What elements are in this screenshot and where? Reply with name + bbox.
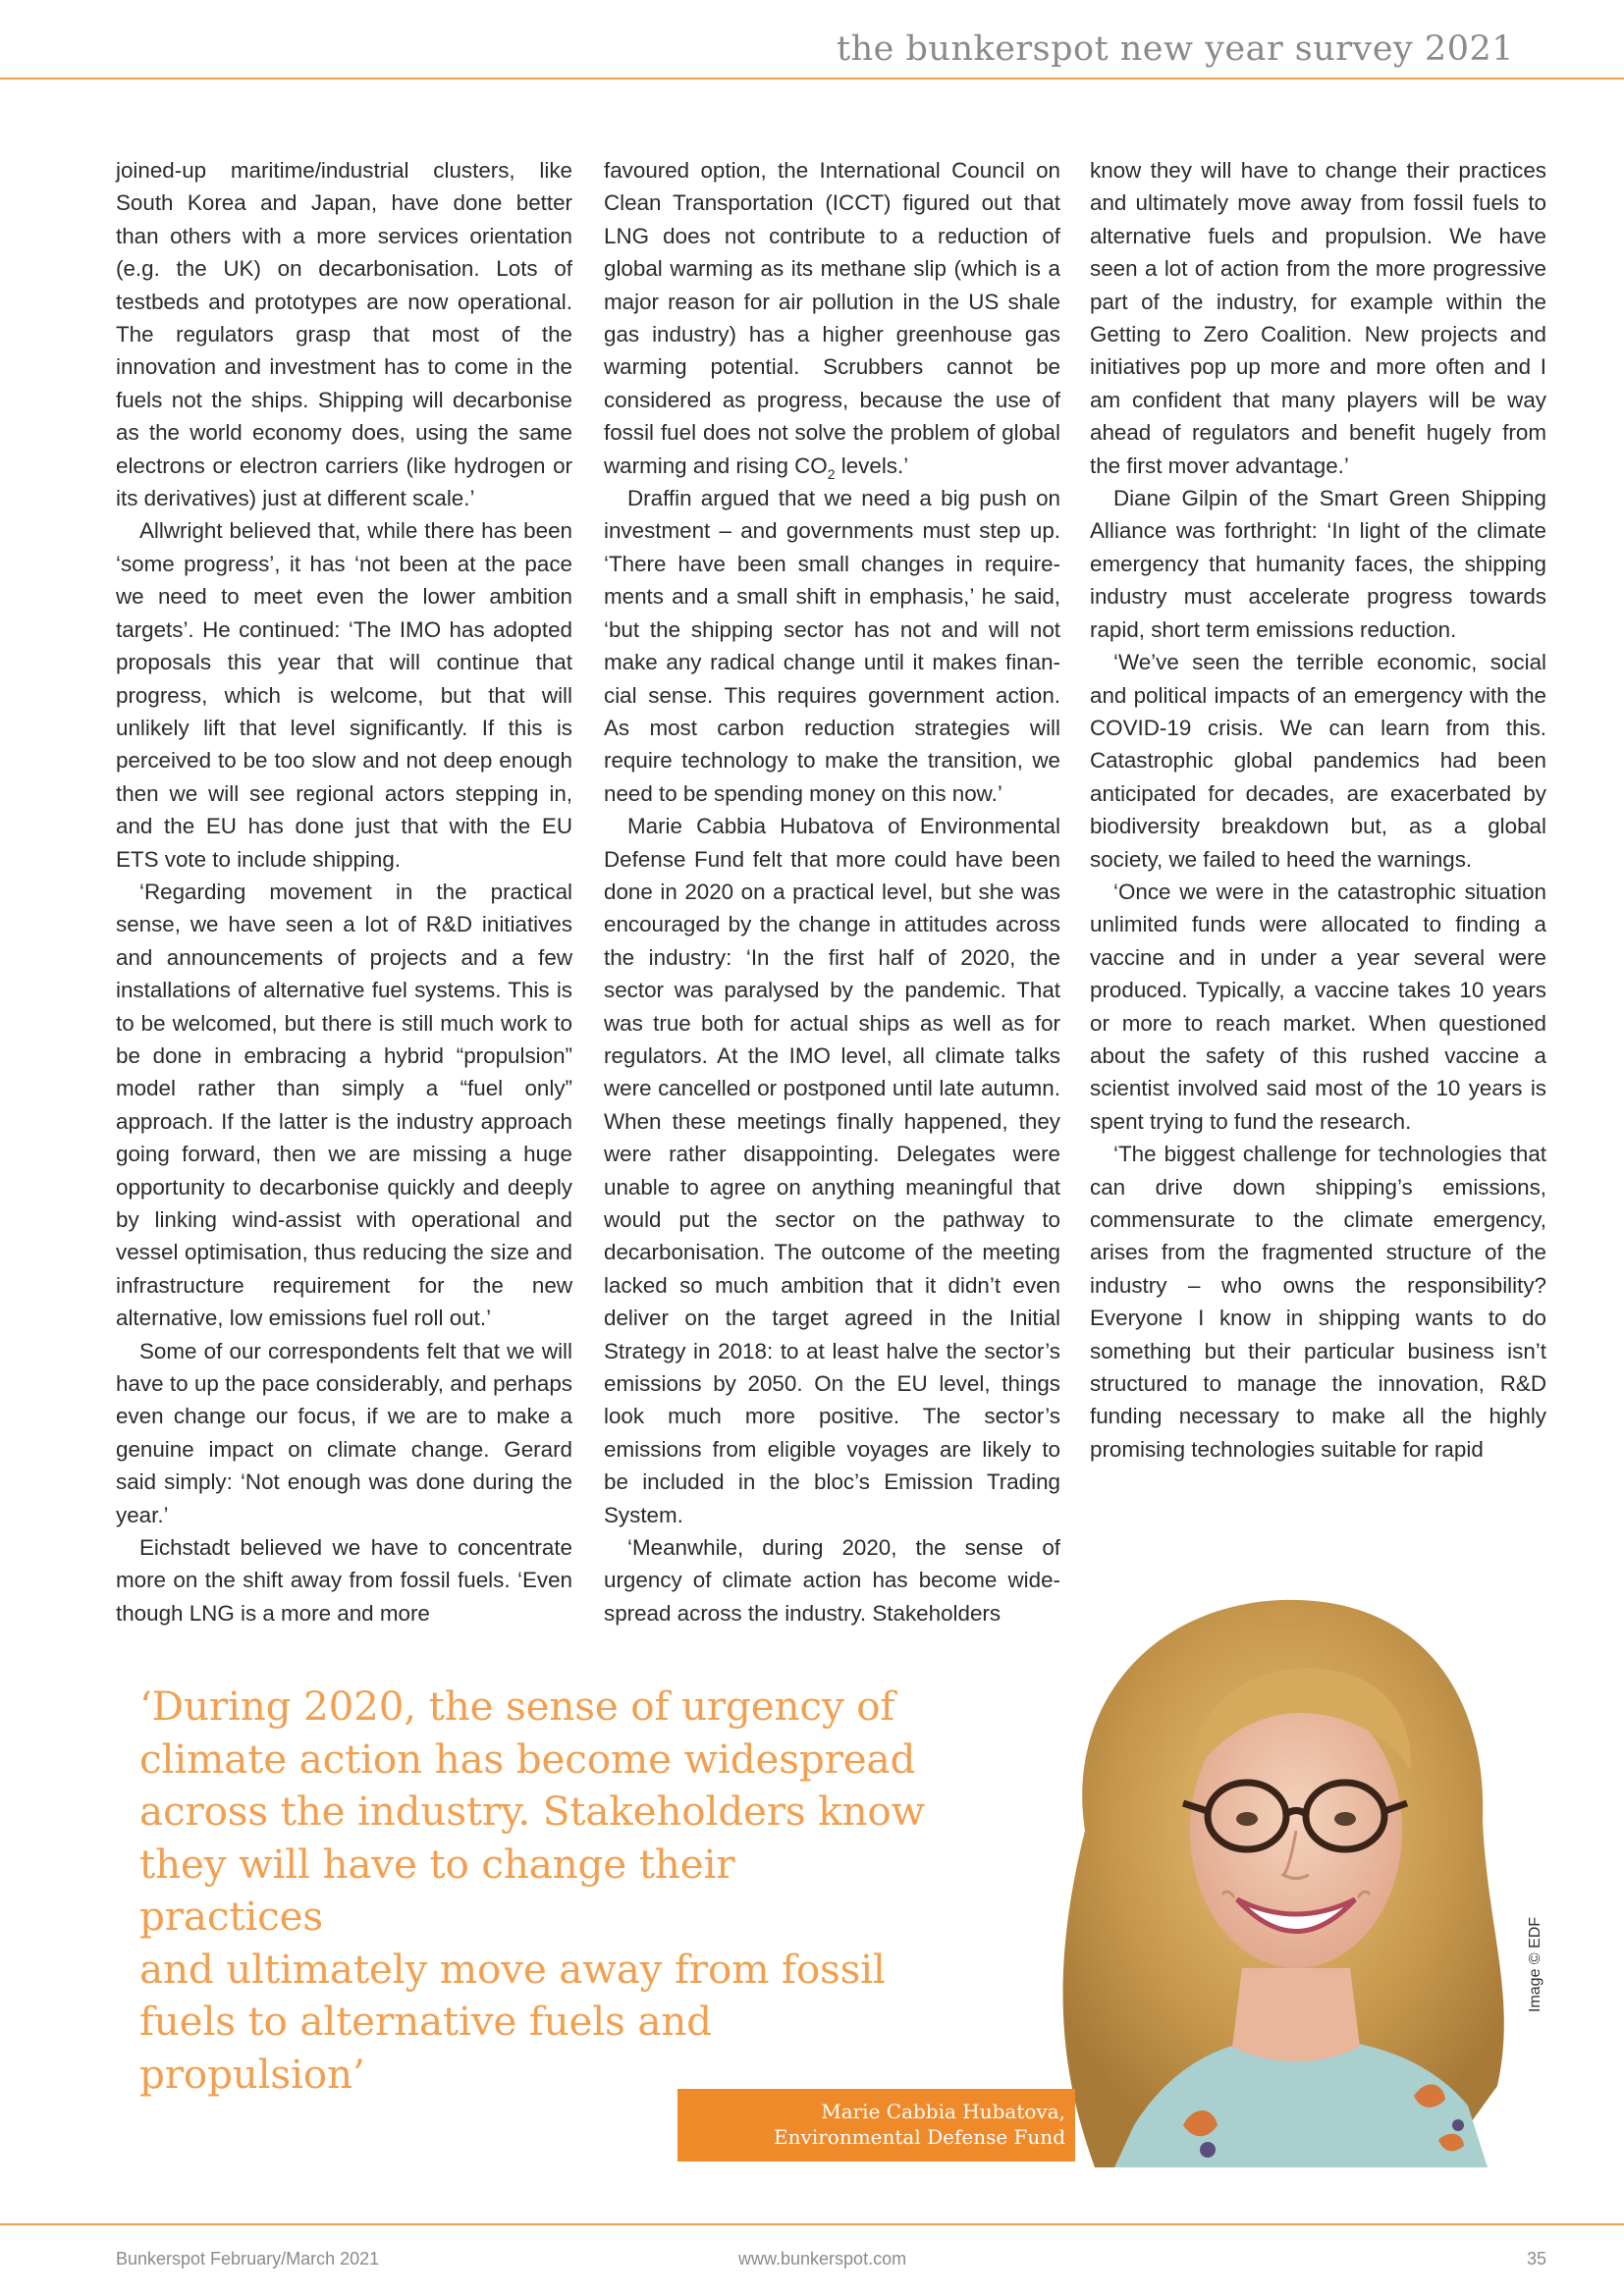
pull-quote-line: fuels to alternative fuels and propulsion’ <box>139 1998 712 2098</box>
photo-credit: Image © EDF <box>1527 1916 1543 2012</box>
article-paragraph: Marie Cabbia Hubatova of Environmental Defense Fund felt that more could have been done in 2020 on a practical level, but she was encouraged by the change in attitudes across the industry: ‘In the first half of 2020, the sector was paralysed by the pandemic. That was true both for actual ships as well as for regulators. At the IMO level, all climate talks were cancelled or postponed until late autumn. When these meetings finally happened, they were rather disappointing. Delegates were unable to agree on anything meaningful that would put the sector on the pathway to decarbonisation. The outcome of the meeting lacked so much ambition that it didn’t even deliver on the target agreed in the Initial Strategy in 2018: to at least halve the sector’s emissions by 2050. On the EU level, things look much more positive. The sector’s emissions from eligible voyages are likely to be included in the bloc’s Emission Trading System. <box>604 814 1060 1527</box>
article-paragraph: favoured option, the International Council on Clean Transportation (ICCT) figured out that LNG does not contribute to a reduction of global warming as its methane slip (which is a major reason for air pollution in the US shale gas industry) has a higher greenhouse gas warming potential. Scrubbers cannot be considered as progress, because the use of fossil fuel does not solve the problem of global warming and rising $CO_2$ levels.’ <box>604 158 1060 482</box>
article-paragraph: ‘We’ve seen the terrible economic, social and political impacts of an emergency with the COVID-19 crisis. We can learn from this. Catastrophic global pandemics had been anticipated for decades, are exacerbated by biodiversity breakdown but, as a global society, we failed to heed the warnings. <box>1090 650 1546 872</box>
article-paragraph: ‘Regarding movement in the practical sense, we have seen a lot of R&D initiatives and announcements of projects and a few installations of alternative fuel systems. This is to be welcomed, but there is still much work to be done in embracing a hybrid “propulsion” model rather than simply a “fuel only” approach. If the latter is the industry approach going forward, then we are missing a huge opportunity to decarbonise quickly and deeply by linking wind-assist with operational and vessel optimisation, thus reducing the size and infrastructure requirement for the new alternative, low emissions fuel roll out.’ <box>116 879 572 1331</box>
article-column-1 <box>116 154 572 1629</box>
article-paragraph: ‘Once we were in the catastrophic situation unlimited funds were allocated to finding a vaccine and in under a year several were produced. Typically, a vaccine takes 10 years or more to reach market. When questioned about the safety of this rushed vaccine a scientist involved said most of the 10 years is spent trying to fund the research. <box>1090 879 1546 1134</box>
footer-publication: Bunkerspot February/March 2021 <box>116 2249 380 2269</box>
pull-quote-line: and ultimately move away from fossil <box>139 1945 886 1993</box>
pull-quote-line: across the industry. Stakeholders know <box>139 1788 926 1835</box>
caption-organisation: Environmental Defense Fund <box>774 2125 1065 2149</box>
article-paragraph: Allwright believed that, while there has been ‘some progress’, it has ‘not been at the pace we need to meet even the lower ambition targets’. He continued: ‘The IMO has adopted proposals this year that will continue that progress, which is welcome, but that will unlikely lift that level significantly. If this is perceived to be too slow and not deep enough then we will see regional actors stepping in, and the EU has done just that with the EU ETS vote to include shipping. <box>116 518 572 872</box>
pull-quote-line: ‘During 2020, the sense of urgency of <box>139 1682 895 1730</box>
footer-divider <box>0 2223 1624 2225</box>
article-column-3 <box>1090 154 1546 1466</box>
article-paragraph: Diane Gilpin of the Smart Green Shipping Alliance was forthright: ‘In light of the climate emergency that humanity faces, the shipping industry must accelerate progress towards rapid, short term emissions reduction. <box>1090 486 1546 642</box>
header-divider <box>0 78 1624 80</box>
pull-quote <box>139 1681 925 2101</box>
portrait-photo <box>1026 1575 1549 2167</box>
article-paragraph: ‘The biggest challenge for technologies that can drive down shipping’s emissions, commensurate to the climate emergency, arises from the fragmented structure of the industry – who owns the responsibility? Everyone I know in shipping wants to do something but their particular business isn’t structured to manage the innovation, R&D funding necessary to make all the highly promising technologies suitable for rapid <box>1090 1142 1546 1462</box>
running-header: the bunkerspot new year survey 2021 <box>837 29 1514 69</box>
article-paragraph: Draffin argued that we need a big push on investment – and governments must step up. ‘There have been small changes in requirements and a small shift in emphasis,’ he said, ‘but the shipping sector has not and will not make any radical change until it makes financial sense. This requires government action. As most carbon reduction strategies will require technology to make the transition, we need to be spending money on this now.’ <box>604 486 1060 806</box>
article-paragraph: Some of our correspondents felt that we will have to up the pace considerably, and perhaps even change our focus, if we are to make a genuine impact on climate change. Gerard said simply: ‘Not enough was done during the year.’ <box>116 1338 572 1527</box>
article-paragraph: Eichstadt believed we have to concentrate more on the shift away from fossil fuels. ‘Even though LNG is a more and more <box>116 1535 572 1626</box>
article-paragraph: ‘Meanwhile, during 2020, the sense of urgency of climate action has become widespread across the industry. Stakeholders <box>604 1535 1060 1626</box>
footer-website-link[interactable]: www.bunkerspot.com <box>738 2249 907 2269</box>
photo-caption <box>677 2089 1075 2162</box>
article-paragraph: know they will have to change their practices and ultimately move away from fossil fuels to alternative fuels and propulsion. We have seen a lot of action from the more progressive part of the industry, for example within the Getting to Zero Coalition. New projects and initiatives pop up more and more often and I am confident that many players will be way ahead of regulators and benefit hugely from the first mover advantage.’ <box>1090 158 1546 478</box>
article-paragraph: joined-up maritime/industrial clusters, like South Korea and Japan, have done better than others with a more services orientation (e.g. the UK) on decarbonisation. Lots of testbeds and prototypes are now operational. The regulators grasp that most of the innovation and investment has to come in the fuels not the ships. Shipping will decarbonise as the world economy does, using the same electrons or electron carriers (like hydrogen or its derivatives) just at different scale.’ <box>116 158 572 511</box>
page-number: 35 <box>1526 2249 1546 2269</box>
pull-quote-line: climate action has become widespread <box>139 1735 916 1783</box>
caption-name: Marie Cabbia Hubatova, <box>821 2100 1065 2123</box>
article-column-2 <box>604 154 1060 1629</box>
pull-quote-line: they will have to change their practices <box>139 1840 735 1940</box>
